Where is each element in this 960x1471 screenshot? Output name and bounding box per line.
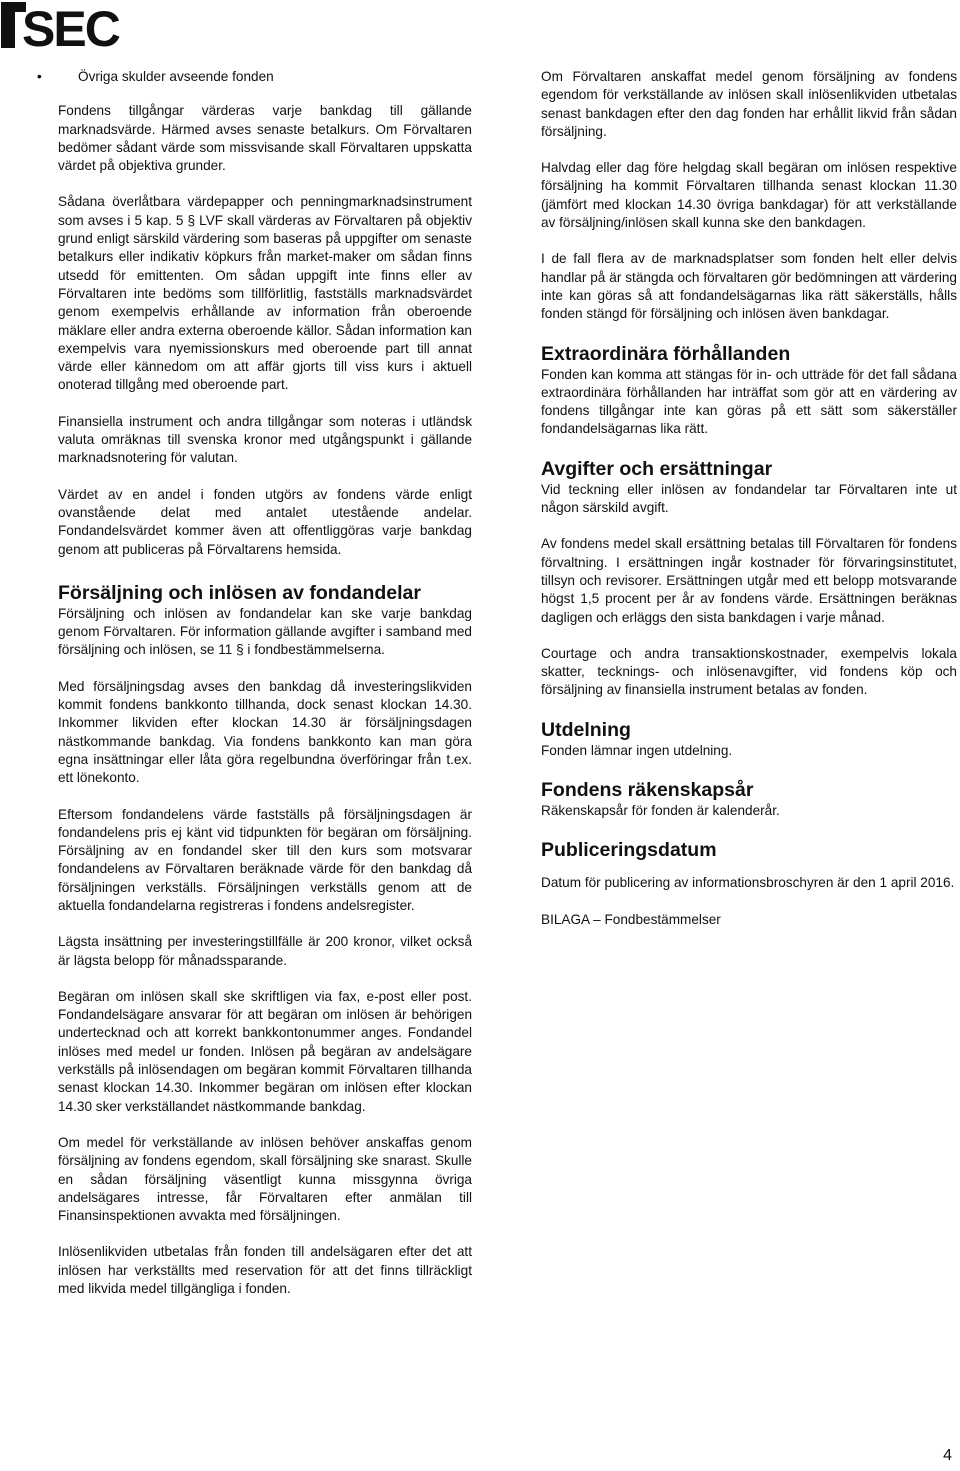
paragraph: Courtage och andra transaktionskostnader, exempelvis lokala skatter, tecknings- och inlösenavgifter, vid fondens köp och försäljning av finansiella instrument betalas av fonden. — [541, 645, 957, 698]
paragraph: I de fall flera av de marknadsplatser som fonden helt eller delvis handlar på är stängda och förvaltaren gör bedömningen att värdering inte kan göras så att fondandelsägarnas lika rätt säkerställs, hålls fonden stängd för försäljning och inlösen även bankdagar. — [541, 251, 957, 322]
paragraph: Eftersom fondandelens värde fastställs på försäljningsdagen är fondandelens pris ej känt vid tidpunkten för begäran om försäljning. Försäljning av en fondandel sker till den kurs som motsvarar fondandelens av Förvaltaren beräknade värde för den bankdag då försäljningen verkställs. Försäljningen verkställs genom att de aktuella fondandelarna registreras i fondens andelsregister. — [58, 806, 472, 913]
section-heading-fiscal-year: Fondens räkenskapsår — [541, 779, 754, 802]
paragraph: Vid teckning eller inlösen av fondandelar tar Förvaltaren inte ut någon särskild avgift. — [541, 481, 957, 516]
section-heading-publication: Publiceringsdatum — [541, 839, 717, 862]
bullet-text: Övriga skulder avseende fonden — [78, 69, 274, 84]
paragraph: Värdet av en andel i fonden utgörs av fondens värde enligt ovanstående delat med antalet utestående andelar. Fondandelsvärdet kommer även att offentliggöras varje bankdag genom att publiceras på Förvaltarens hemsida. — [58, 486, 472, 557]
section-heading-dividend: Utdelning — [541, 718, 631, 741]
right-column — [541, 68, 957, 929]
paragraph: Finansiella instrument och andra tillgångar som noteras i utländsk valuta omräknas till svenska kronor med utgångspunkt i gällande marknadsnotering för valutan. — [58, 413, 472, 466]
section-heading-sales: Försäljning och inlösen av fondandelar — [58, 581, 421, 604]
section-heading-extraordinary: Extraordinära förhållanden — [541, 342, 791, 365]
paragraph: Av fondens medel skall ersättning betalas till Förvaltaren för fondens förvaltning. I ersättningen ingår kostnader för förvaringsinstitutet, tillsyn och revisorer. Ersättningen utgår med ett belopp motsvarande högst 1,5 procent per år av fondens värde. Ersättningen beräknas dagligen och erläggs den sista bankdagen i varje månad. — [541, 536, 957, 625]
section-heading-fees: Avgifter och ersättningar — [541, 457, 773, 480]
isec-logo — [0, 0, 160, 50]
paragraph: Begäran om inlösen skall ske skriftligen via fax, e-post eller post. Fondandelsägare ansvarar för att begäran om inlösen är behörigen undertecknad och att korrekt bankkontonummer anges. Fondandel inlöses med medel ur fonden. Inlösen på begäran av andelsägare verkställs på inlösendagen om begäran kommit Förvaltaren tillhanda senast klockan 14.30. Inkommer begäran om inlösen efter klockan 14.30 sker verkställandet nästkommande bankdag. — [58, 988, 472, 1114]
paragraph: Försäljning och inlösen av fondandelar kan ske varje bankdag genom Förvaltaren. För information gällande avgifter i samband med försäljning och inlösen, se 11 § i fondbestämmelserna. — [58, 605, 472, 658]
paragraph: Om Förvaltaren anskaffat medel genom försäljning av fondens egendom för verkställande av inlösen skall inlösenlikviden utbetalas senast bankdagen efter den dag fonden har erhållit likvid från sådan försäljning. — [541, 69, 957, 139]
paragraph: Räkenskapsår för fonden är kalenderår. — [541, 803, 780, 819]
paragraph: Fonden lämnar ingen utdelning. — [541, 742, 733, 758]
paragraph: Fondens tillgångar värderas varje bankdag till gällande marknadsvärde. Härmed avses senaste betalkurs. Om Förvaltaren bedömer sådant värde som missvisande skall Förvaltaren uppskatta värdet på objektiva grunder. — [58, 103, 472, 174]
appendix-reference: BILAGA – Fondbestämmelser — [541, 911, 721, 927]
paragraph: Med försäljningsdag avses den bankdag då investeringslikviden kommit fondens bankkonto tillhanda, dock senast klockan 14.30. Inkommer likviden efter klockan 14.30 är försäljningsdagen nästkommande bankdag. Via fondens bankkonto kan man göra egna insättningar eller låta göra regelbundna överföringar från t.ex. ett lönekonto. — [58, 678, 472, 786]
paragraph: Sådana överlåtbara värdepapper och penningmarknadsinstrument som avses i 5 kap. 5 § LVF skall värderas av Förvaltaren på objektiv grund enligt särskild värdering som baseras på uppgifter om senaste betalkurs eller indikativ köpkurs från market-maker om sådan finns utsedd för emittenten. Om sådan uppgift inte finns eller av Förvaltaren inte bedöms som tillförlitlig, fastställs marknadsvärdet genom exempelvis erhållande av information från oberoende mäklare eller andra externa oberoende källor. Sådan information kan exempelvis vara nyemissionskurs med oberoende part till annat värde eller kännedom om att affär gjorts till viss kurs i aktuell onoterad tillgång med oberoende part. — [58, 194, 472, 393]
paragraph: Inlösenlikviden utbetalas från fonden till andelsägaren efter det att inlösen har verkställts med reservation för att det finns tillräckligt med likvida medel tillgängliga i fonden. — [58, 1244, 472, 1297]
paragraph: Datum för publicering av informationsbroschyren är den 1 april 2016. — [541, 875, 955, 891]
paragraph: Om medel för verkställande av inlösen behöver anskaffas genom försäljning av fondens egendom, skall försäljning ske snarast. Skulle en sådan försäljning väsentligt kunna missgynna övriga andelsägares intresse, får Förvaltaren efter anmälan till Finansinspektionen avvakta med försäljningen. — [58, 1134, 472, 1224]
paragraph: Lägsta insättning per investeringstillfälle är 200 kronor, vilket också är lägsta belopp för månadssparande. — [58, 934, 472, 968]
page-number: 4 — [943, 1447, 952, 1464]
paragraph: Fonden kan komma att stängas för in- och utträde för det fall sådana extraordinära förhållanden har inträffat som gör att en värdering av fondens tillgångar inte kan göras på ett sätt som säkerställer fondandelsägarnas lika rätt. — [541, 366, 957, 437]
bullet-icon: • — [37, 69, 42, 84]
paragraph: Halvdag eller dag före helgdag skall begäran om inlösen respektive försäljning ha kommit Förvaltaren tillhanda senast klockan 11.30 (jämfört med klockan 14.30 övriga bankdagar) för att verkställande av försäljning/inlösen skall kunna ske den bankdagen. — [541, 160, 957, 231]
bullet-item — [0, 68, 472, 86]
left-column — [37, 68, 472, 1316]
svg-text:SEC: SEC — [22, 1, 119, 50]
